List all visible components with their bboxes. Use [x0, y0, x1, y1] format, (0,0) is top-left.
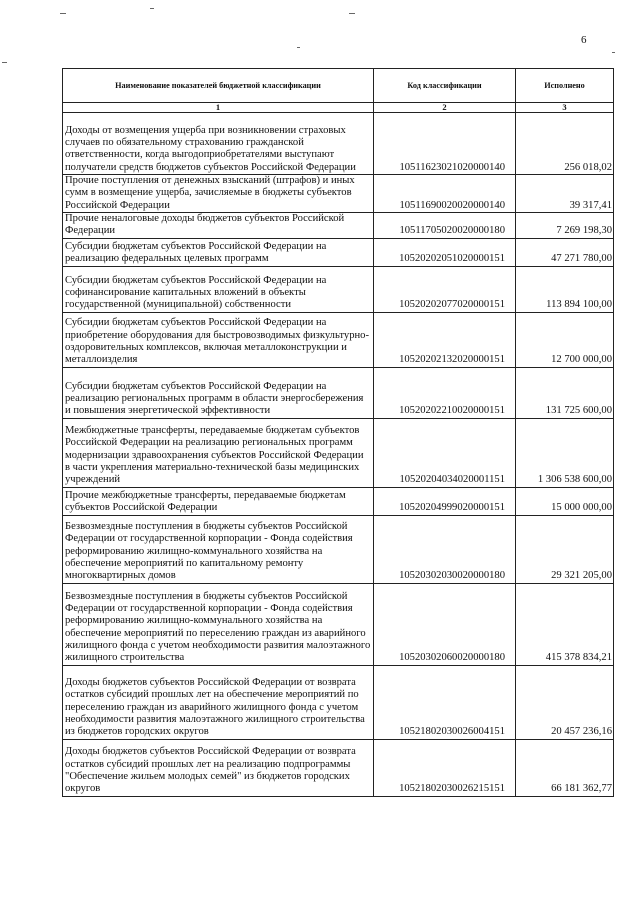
indicator-name: Межбюджетные трансферты, передаваемые бюджетам субъектов Российской Федерации на реализацию региональных программ модернизации здравоохранения субъектов Российской Федерации в части укрепления материально-технической базы медицинских учреждений	[63, 418, 374, 487]
indicator-name: Субсидии бюджетам субъектов Российской Федерации на софинансирование капитальных вложений в объекты государственной (муниципальной) собственности	[63, 266, 374, 312]
indicator-name: Субсидии бюджетам субъектов Российской Федерации на реализацию региональных программ в области энергосбережения и повышения энергетической эффективности	[63, 367, 374, 418]
classification-code: 10520202210020000151	[374, 367, 516, 418]
table-row	[63, 583, 614, 665]
table-row	[63, 266, 614, 312]
indicator-name: Прочие поступления от денежных взысканий (штрафов) и иных сумм в возмещение ущерба, зачисляемые в бюджеты субъектов Российской Федерации	[63, 175, 374, 213]
indicator-name: Доходы от возмещения ущерба при возникновении страховых случаев по обязательному страхованию гражданской ответственности, когда выгодоприобретателями выступают получатели средств бюджетов субъектов Российской Федерации	[63, 113, 374, 175]
indicator-name: Безвозмездные поступления в бюджеты субъектов Российской Федерации от государственной корпорации - Фонда содействия реформированию жилищно-коммунального хозяйства на обеспечение мероприятий по переселению граждан из аварийного жилищного фонда с учетом необходимости развития малоэтажного жилищного строительства	[63, 583, 374, 665]
table-row	[63, 418, 614, 487]
indicator-name: Прочие межбюджетные трансферты, передаваемые бюджетам субъектов Российской Федерации	[63, 487, 374, 515]
table-row	[63, 238, 614, 266]
classification-code: 10520302060020000180	[374, 583, 516, 665]
classification-code: 10520202077020000151	[374, 266, 516, 312]
table-row	[63, 515, 614, 583]
scan-speck	[60, 13, 66, 14]
scan-speck	[297, 47, 300, 48]
table-header-row	[63, 69, 614, 103]
column-header-code: Код классификации	[374, 69, 516, 103]
classification-code: 10520202051020000151	[374, 238, 516, 266]
indicator-name: Безвозмездные поступления в бюджеты субъектов Российской Федерации от государственной корпорации - Фонда содействия реформированию жилищно-коммунального хозяйства на обеспечение мероприятий по капитальному ремонту многоквартирных домов	[63, 515, 374, 583]
table-row	[63, 175, 614, 213]
executed-amount: 15 000 000,00	[516, 487, 614, 515]
budget-table	[62, 68, 614, 797]
classification-code: 10521802030026215151	[374, 739, 516, 796]
classification-code: 10520302030020000180	[374, 515, 516, 583]
table-row	[63, 113, 614, 175]
executed-amount: 29 321 205,00	[516, 515, 614, 583]
classification-code: 10511623021020000140	[374, 113, 516, 175]
column-number: 3	[516, 103, 614, 113]
classification-code: 10520204999020000151	[374, 487, 516, 515]
executed-amount: 256 018,02	[516, 113, 614, 175]
column-number-row	[63, 103, 614, 113]
table-row	[63, 367, 614, 418]
executed-amount: 39 317,41	[516, 175, 614, 213]
scan-speck	[612, 52, 615, 53]
page-number: 6	[581, 34, 587, 46]
table-row	[63, 312, 614, 367]
scan-speck	[2, 62, 7, 63]
table-row	[63, 665, 614, 739]
classification-code: 10520204034020001151	[374, 418, 516, 487]
table-row	[63, 213, 614, 239]
executed-amount: 131 725 600,00	[516, 367, 614, 418]
indicator-name: Субсидии бюджетам субъектов Российской Федерации на реализацию федеральных целевых программ	[63, 238, 374, 266]
executed-amount: 113 894 100,00	[516, 266, 614, 312]
scan-speck	[349, 13, 355, 14]
indicator-name: Доходы бюджетов субъектов Российской Федерации от возврата остатков субсидий прошлых лет на реализацию подпрограммы "Обеспечение жильем молодых семей" из бюджетов городских округов	[63, 739, 374, 796]
classification-code: 10520202132020000151	[374, 312, 516, 367]
executed-amount: 1 306 538 600,00	[516, 418, 614, 487]
column-header-name: Наименование показателей бюджетной классификации	[63, 69, 374, 103]
indicator-name: Прочие неналоговые доходы бюджетов субъектов Российской Федерации	[63, 213, 374, 239]
column-header-amount: Исполнено	[516, 69, 614, 103]
scan-speck	[150, 8, 154, 9]
classification-code: 10511690020020000140	[374, 175, 516, 213]
executed-amount: 66 181 362,77	[516, 739, 614, 796]
column-number: 2	[374, 103, 516, 113]
executed-amount: 47 271 780,00	[516, 238, 614, 266]
executed-amount: 415 378 834,21	[516, 583, 614, 665]
classification-code: 10511705020020000180	[374, 213, 516, 239]
table-row	[63, 739, 614, 796]
executed-amount: 20 457 236,16	[516, 665, 614, 739]
indicator-name: Доходы бюджетов субъектов Российской Федерации от возврата остатков субсидий прошлых лет на обеспечение мероприятий по переселению граждан из аварийного жилищного фонда с учетом необходимости развития малоэтажного жилищного строительства из бюджетов городских округов	[63, 665, 374, 739]
indicator-name: Субсидии бюджетам субъектов Российской Федерации на приобретение оборудования для быстровозводимых физкультурно-оздоровительных комплексов, включая металлоконструкции и металлоизделия	[63, 312, 374, 367]
table-row	[63, 487, 614, 515]
executed-amount: 12 700 000,00	[516, 312, 614, 367]
executed-amount: 7 269 198,30	[516, 213, 614, 239]
classification-code: 10521802030026004151	[374, 665, 516, 739]
column-number: 1	[63, 103, 374, 113]
